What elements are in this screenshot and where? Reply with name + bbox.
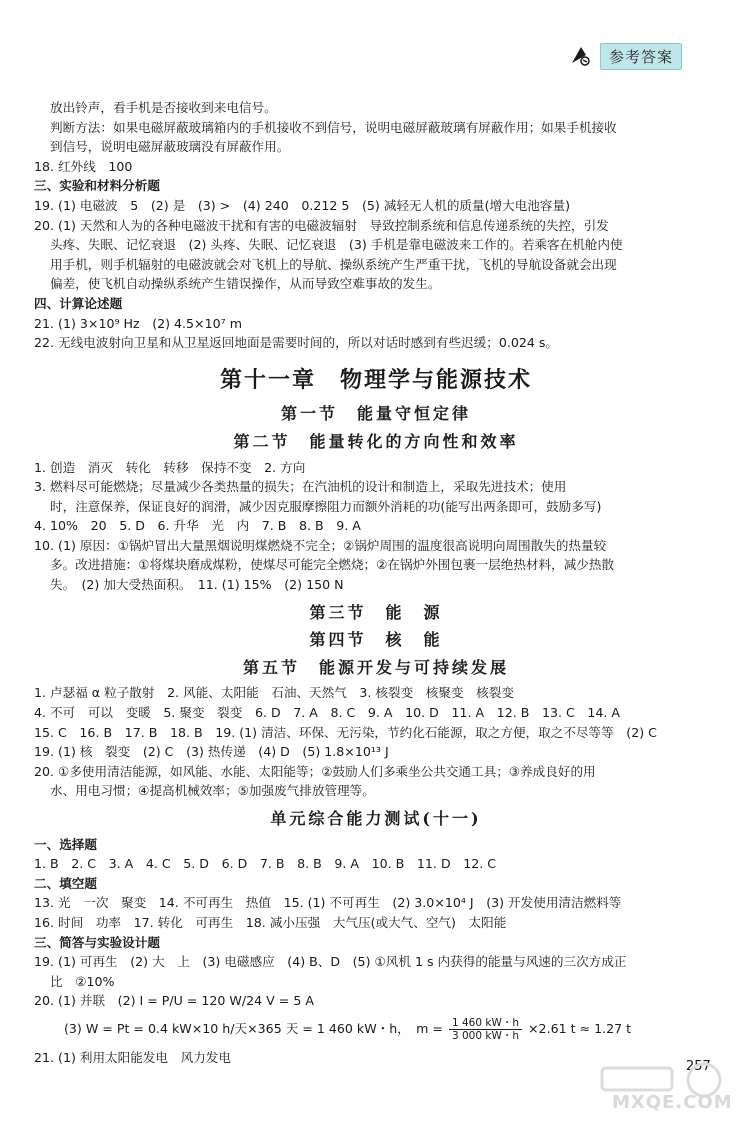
answer-line: 19. (1) 可再生 (2) 大 上 (3) 电磁感应 (4) B、D (5) ①风机 1 s 内获得的能量与风速的三次方成正 xyxy=(34,954,627,970)
answer-line: 20. (1) 并联 (2) I = P/U = 120 W/24 V = 5 A xyxy=(34,993,314,1009)
answer-line: 4. 不可 可以 变暖 5. 聚变 裂变 6. D 7. A 8. C 9. A 10. D 11. A 12. B 13. C 14. A xyxy=(34,705,621,721)
answer-line: 18. 红外线 100 xyxy=(34,158,133,174)
text-line: 比 ②10% xyxy=(50,973,115,989)
section-title: 第四节 核 能 xyxy=(309,630,443,650)
fraction xyxy=(449,1017,522,1042)
section-heading: 三、实验和材料分析题 xyxy=(34,178,160,194)
text-line: 多。改进措施：①将煤块磨成煤粉，使煤尽可能完全燃烧；②在锅炉外围包裹一层绝热材料，减少热散 xyxy=(50,557,615,573)
answer-line: 3. 燃料尽可能燃烧；尽量减少各类热量的损失；在汽油机的设计和制造上，采取先进技术；使用 xyxy=(34,479,567,495)
answer-line: 20. ①多使用清洁能源，如风能、水能、太阳能等；②鼓励人们多乘坐公共交通工具；③养成良好的用 xyxy=(34,763,596,779)
fraction-numerator: 1 460 kW・h xyxy=(449,1017,522,1030)
answer-line: 1. B 2. C 3. A 4. C 5. D 6. D 7. B 8. B 9. A 10. B 11. D 12. C xyxy=(34,856,497,872)
answer-line: 20. (1) 天然和人为的各种电磁波干扰和有害的电磁波辐射 导致控制系统和信息传递系统的失控，引发 xyxy=(34,217,609,233)
text-line: 时，注意保养，保证良好的润滑，减少因克服摩擦阻力而额外消耗的功(能写出两条即可，鼓励多写) xyxy=(50,498,602,514)
formula-suffix: ×2.61 t ≈ 1.27 t xyxy=(528,1020,632,1036)
fraction-denominator: 3 000 kW・h xyxy=(451,1029,519,1042)
formula-prefix: (3) W = Pt = 0.4 kW×10 h/天×365 天 = 1 460 kW・h， m = xyxy=(64,1020,443,1036)
answer-content xyxy=(34,98,718,1068)
answer-line: 10. (1) 原因：①锅炉冒出大量黑烟说明煤燃烧不完全；②锅炉周围的温度很高说明向周围散失的热量较 xyxy=(34,537,607,553)
text-line: 判断方法：如果电磁屏蔽玻璃箱内的手机接收不到信号，说明电磁屏蔽玻璃有屏蔽作用；如果手机接收 xyxy=(50,119,617,135)
section-title: 第五节 能源开发与可持续发展 xyxy=(242,657,509,677)
section-title: 第二节 能量转化的方向性和效率 xyxy=(233,431,519,451)
answer-line: 22. 无线电波射向卫星和从卫星返回地面是需要时间的，所以对话时感到有些迟缓；0.024 s。 xyxy=(34,335,559,351)
answer-line: 19. (1) 电磁波 5 (2) 是 (3) > (4) 240 0.212 5 (5) 减轻无人机的质量(增大电池容量) xyxy=(34,197,570,213)
reference-answer-label: 参考答案 xyxy=(600,43,682,70)
text-line: 失。 (2) 加大受热面积。 11. (1) 15% (2) 150 N xyxy=(50,577,344,593)
section-heading: 四、计算论述题 xyxy=(34,295,123,311)
page-number: 257 xyxy=(686,1059,711,1074)
unit-test-title: 单元综合能力测试(十一) xyxy=(270,809,482,828)
answer-line: 15. C 16. B 17. B 18. B 19. (1) 清洁、环保、无污染，节约化石能源，取之方便，取之不尽等等 (2) C xyxy=(34,724,657,740)
answer-line: 1. 创造 消灭 转化 转移 保持不变 2. 方向 xyxy=(34,459,306,475)
text-line: 偏差，使飞机自动操纵系统产生错误操作，从而导致空难事故的发生。 xyxy=(50,276,441,292)
text-line: 放出铃声，看手机是否接收到来电信号。 xyxy=(50,100,277,115)
text-line: 用手机，则手机辐射的电磁波就会对飞机上的导航、操纵系统产生严重干扰，飞机的导航设备就会出现 xyxy=(50,256,617,272)
pen-flag-icon xyxy=(568,43,594,69)
answer-line: 16. 时间 功率 17. 转化 可再生 18. 减小压强 大气压(或大气、空气) 太阳能 xyxy=(34,914,507,930)
section-heading: 一、选择题 xyxy=(34,836,97,852)
answer-line: 19. (1) 核 裂变 (2) C (3) 热传递 (4) D (5) 1.8×10¹³ J xyxy=(34,744,389,760)
watermark-text: MXQE.COM xyxy=(612,1092,733,1113)
text-line: 到信号，说明电磁屏蔽玻璃没有屏蔽作用。 xyxy=(50,139,290,155)
answer-line: 21. (1) 利用太阳能发电 风力发电 xyxy=(34,1049,231,1065)
answer-line: 4. 10% 20 5. D 6. 升华 光 内 7. B 8. B 9. A xyxy=(34,518,361,534)
answer-header-badge xyxy=(568,42,682,70)
section-title: 第一节 能量守恒定律 xyxy=(280,404,471,424)
formula-line xyxy=(34,1017,718,1042)
answer-line: 21. (1) 3×10⁹ Hz (2) 4.5×10⁷ m xyxy=(34,315,242,331)
section-heading: 二、填空题 xyxy=(34,875,97,891)
text-line: 头疼、失眠、记忆衰退 (2) 头疼、失眠、记忆衰退 (3) 手机是靠电磁波来工作的。若乘客在机舱内使 xyxy=(50,237,623,253)
section-title: 第三节 能 源 xyxy=(309,602,443,622)
text-line: 水、用电习惯；④提高机械效率；⑤加强废气排放管理等。 xyxy=(50,783,375,799)
section-heading: 三、简答与实验设计题 xyxy=(34,934,160,950)
chapter-title: 第十一章 物理学与能源技术 xyxy=(219,366,532,393)
answer-line: 1. 卢瑟福 α 粒子散射 2. 风能、太阳能 石油、天然气 3. 核裂变 核聚变 核裂变 xyxy=(34,685,514,701)
answer-line: 13. 光 一次 聚变 14. 不可再生 热值 15. (1) 不可再生 (2) 3.0×10⁴ J (3) 开发使用清洁燃料等 xyxy=(34,895,622,911)
